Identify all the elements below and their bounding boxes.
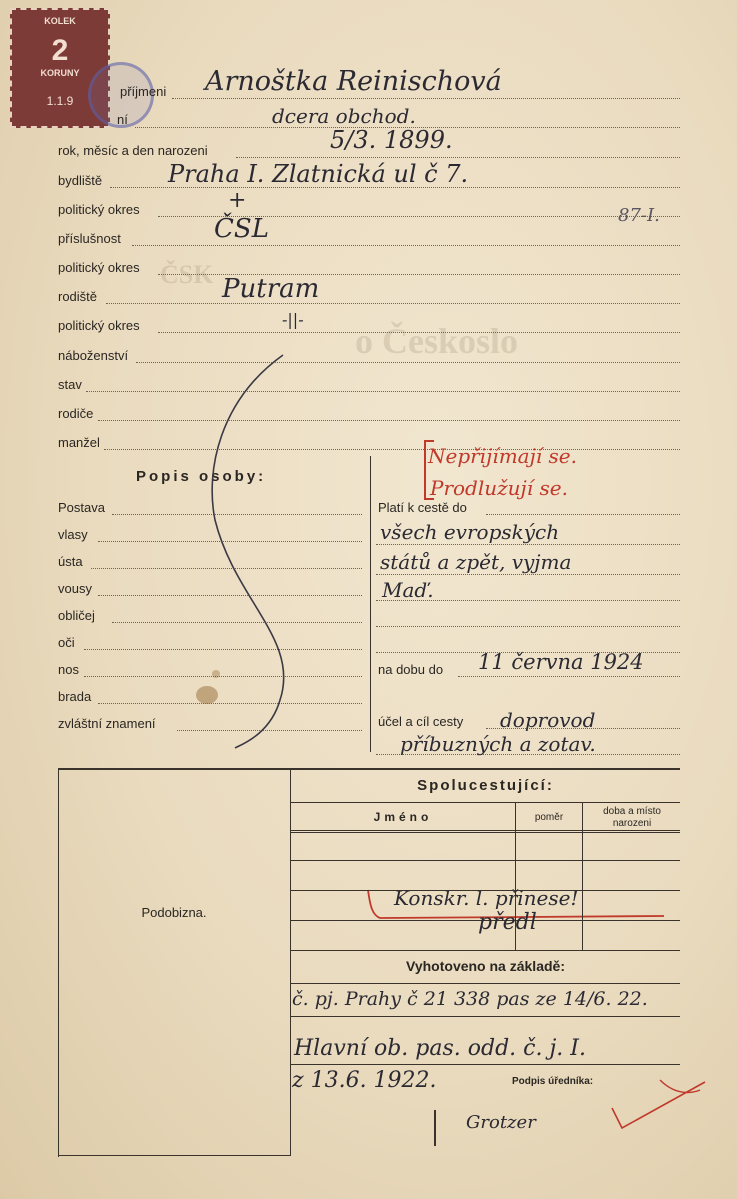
label-citizenship: příslušnost	[58, 231, 121, 246]
table-top-rule	[58, 768, 680, 770]
issued-line-1: č. pj. Prahy č 21 338 pas ze 14/6. 22.	[292, 988, 648, 1010]
desc-label: obličej	[58, 608, 95, 623]
row-rule	[290, 860, 680, 861]
valid-value-3: Maď.	[382, 578, 434, 602]
stamp-top-text: KOLEK	[44, 16, 76, 26]
col-divider	[582, 802, 583, 950]
signature-label: Podpis úředníka:	[512, 1076, 594, 1087]
value-residence: Praha I. Zlatnická ul č 7.	[168, 160, 469, 188]
issued-rule	[290, 1016, 680, 1017]
bleed-through-text: ČSK	[160, 260, 214, 289]
header-rule	[290, 830, 680, 833]
label-purpose: účel a cíl cesty	[378, 714, 464, 729]
red-note-1: Nepřijímají se.	[428, 444, 577, 468]
label-parents: rodiče	[58, 406, 94, 421]
companions-rule	[290, 802, 680, 803]
col-date-header: doba a místo narozeni	[603, 806, 661, 829]
section-rule	[290, 950, 680, 951]
stamp-bottom-text: 1.1.9	[46, 94, 74, 108]
stain	[212, 670, 220, 678]
label-duration: na dobu do	[378, 662, 444, 677]
label-birthplace: rodiště	[58, 289, 98, 304]
label-residence: bydliště	[58, 173, 103, 188]
issued-rule	[290, 983, 680, 984]
desc-label: vousy	[58, 581, 92, 596]
value-birth: 5/3. 1899.	[330, 126, 453, 154]
desc-label: nos	[58, 662, 79, 677]
valid-value-1: všech evropských	[380, 520, 560, 544]
issued-rule	[290, 1064, 680, 1065]
value-citizenship: ČSL	[214, 214, 269, 244]
value-district-3: -||-	[282, 310, 304, 329]
stamp-denomination: 2	[51, 34, 69, 67]
value-birthplace: Putram	[222, 274, 320, 304]
bleed-through-text: o Českoslo	[355, 321, 519, 361]
label-religion: náboženství	[58, 348, 129, 363]
label-district-1: politický okres	[58, 202, 140, 217]
value-purpose-2: příbuzných a zotav.	[400, 732, 596, 756]
label-status: stav	[58, 377, 82, 392]
signature-stroke	[434, 1110, 436, 1146]
label-name: příjmeni	[120, 84, 167, 99]
desc-label: oči	[58, 635, 75, 650]
col-name-header: Jméno	[373, 810, 433, 824]
label-district-2: politický okres	[58, 260, 140, 275]
value-occupation: dcera obchod.	[272, 104, 416, 128]
photo-label: Podobizna.	[141, 905, 207, 920]
stamp-currency: KORUNY	[40, 68, 80, 78]
companions-note-1: Konskr. l. přinese!	[394, 886, 579, 910]
red-note-2: Prodlužují se.	[430, 476, 568, 500]
issued-line-3: z 13.6. 1922.	[292, 1068, 437, 1093]
col-relation-header: poměr	[534, 812, 564, 823]
value-duration: 11 června 1924	[478, 650, 644, 674]
desc-label: Postava	[58, 500, 105, 515]
desc-label: zvláštní znamení	[58, 716, 156, 731]
label-valid-to: Platí k cestě do	[378, 500, 467, 515]
margin-note: 87-I.	[618, 205, 660, 226]
issued-line-2: Hlavní ob. pas. odd. č. j. I.	[294, 1036, 586, 1061]
stain	[196, 686, 218, 704]
issued-heading: Vyhotoveno na základě:	[406, 958, 565, 974]
label-spouse: manžel	[58, 435, 100, 450]
valid-value-2: států a zpět, vyjma	[380, 550, 572, 574]
value-purpose-1: doprovod	[500, 708, 596, 732]
desc-label: ústa	[58, 554, 83, 569]
desc-label: brada	[58, 689, 92, 704]
official-signature: Grotzer	[466, 1112, 536, 1133]
value-name: Arnoštka Reinischová	[205, 66, 502, 97]
photo-bottom-rule	[58, 1155, 290, 1156]
label-birth: rok, měsíc a den narozeni	[58, 143, 208, 158]
value-district-1: +	[228, 188, 247, 213]
label-occupation: ní	[117, 112, 128, 127]
label-district-3: politický okres	[58, 318, 140, 333]
description-heading: Popis osoby:	[136, 468, 267, 485]
desc-label: vlasy	[58, 527, 88, 542]
companions-note-2: předl	[478, 910, 537, 935]
companions-heading: Spolucestující:	[417, 777, 554, 794]
